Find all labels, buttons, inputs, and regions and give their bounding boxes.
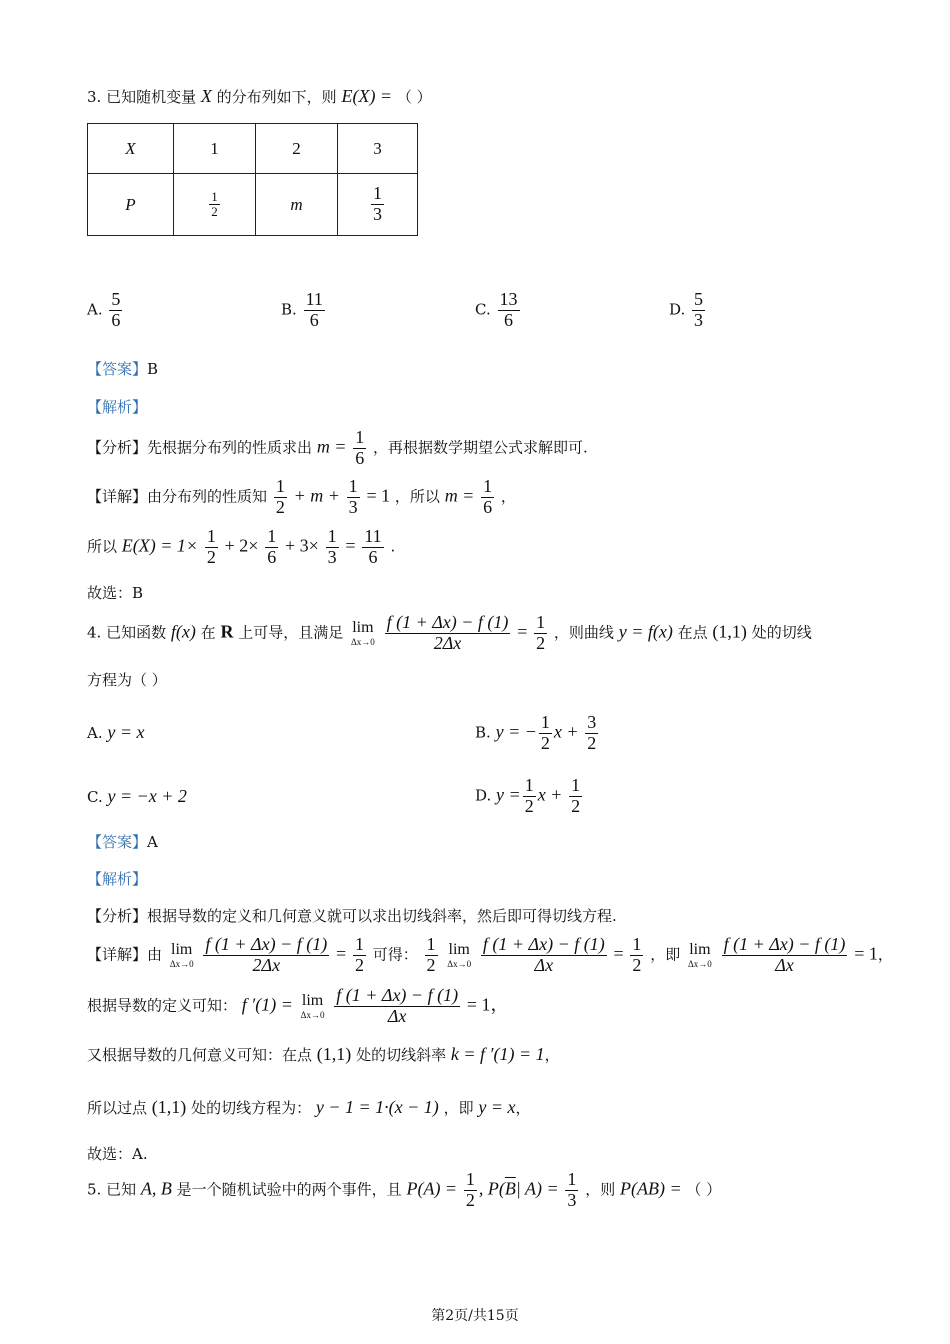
math: y = x	[107, 722, 145, 742]
option-label: B.	[281, 300, 297, 319]
math: y =	[496, 784, 521, 805]
fraction: $\frac{f (1 + \Delta x) - f (1)}{\Delta x}$	[723, 934, 846, 975]
fraction: $\frac{1}{3}$	[567, 1169, 577, 1210]
stem-text: ，则曲线	[553, 623, 614, 642]
geo-text: ，	[544, 1046, 560, 1064]
table-row	[88, 124, 418, 174]
q3-stem	[87, 86, 432, 107]
limit: lim Δx→0	[447, 940, 472, 969]
math: | A) =	[515, 1178, 559, 1199]
tan-text: 处的切线方程为：	[191, 1099, 312, 1117]
q4-stem	[87, 613, 812, 654]
analysis-tag: 【分析】	[87, 907, 148, 925]
q4-tangent	[87, 1097, 531, 1118]
fraction: $\frac{3}{2}$	[587, 712, 597, 753]
stem-text: 处的切线	[751, 623, 812, 642]
math: A, B	[140, 1178, 172, 1199]
q3-distribution-table	[87, 123, 418, 236]
stem-text: 上可导，且满足	[238, 623, 344, 642]
fraction: $\frac{5}{3}$	[694, 289, 704, 330]
fraction: $\frac{1}{2}$	[275, 476, 285, 517]
table-cell-p-header: P	[88, 174, 174, 236]
detail-text: 由分布列的性质知	[147, 487, 268, 506]
math: x +	[537, 784, 563, 805]
stem-text: （ ）	[686, 1180, 722, 1199]
fraction: $\frac{11}{6}$	[305, 289, 323, 330]
math: , P(	[478, 1178, 505, 1199]
q4-option-a	[87, 722, 145, 743]
q3-option-d	[669, 290, 707, 331]
math: (1,1)	[151, 1097, 187, 1117]
answer-value: B	[147, 360, 159, 378]
table-cell	[174, 174, 256, 236]
fraction: $\frac{1}{2}$	[426, 934, 436, 975]
line-text: 所以	[87, 537, 118, 556]
option-label: A.	[87, 300, 103, 319]
q3-answer	[87, 358, 158, 379]
answer-tag: 【答案】	[87, 833, 148, 851]
page-footer: 第2页/共15页	[431, 1308, 519, 1324]
q3-jiexi: 【解析】	[87, 398, 148, 416]
math: = 1	[366, 485, 391, 506]
q4-detail	[87, 935, 893, 976]
limit: lim Δx→0	[351, 618, 375, 647]
math: + 2×	[224, 535, 259, 556]
q3-stem-blank: （ ）	[396, 88, 432, 106]
q3-stem-var: X	[200, 86, 212, 106]
q3-detail	[87, 477, 516, 518]
fraction: $\frac{1}{3}$	[373, 183, 382, 224]
math: m =	[444, 485, 475, 506]
q3-stem-text: 3. 已知随机变量	[87, 88, 197, 106]
detail-text: 可得：	[372, 945, 418, 964]
analysis-tag: 【分析】	[87, 438, 148, 457]
math: (1,1)	[316, 1044, 352, 1064]
fraction: $\frac{f (1 + \Delta x) - f (1)}{2\Delta x}$	[205, 934, 328, 975]
q4-choose: 故选：A.	[87, 1145, 148, 1163]
fraction: $\frac{f (1 + \Delta x) - f (1)}{2\Delta x}$	[386, 612, 509, 653]
fraction: $\frac{1}{6}$	[355, 427, 365, 468]
table-cell: 1	[174, 124, 256, 174]
fraction: $\frac{13}{6}$	[499, 289, 518, 330]
math: = 1，	[466, 994, 509, 1015]
option-label: D.	[475, 786, 492, 805]
math: (1,1)	[712, 621, 747, 642]
math: m =	[316, 436, 347, 457]
q4-stem-line2: 方程为（ ）	[87, 671, 167, 689]
limit: lim Δx→0	[688, 940, 712, 969]
math: y − 1 = 1·(x − 1)	[315, 1097, 439, 1117]
math: k = f ′(1) = 1	[450, 1044, 545, 1064]
fraction: $\frac{1}{2}$	[540, 712, 550, 753]
option-label: A.	[87, 724, 103, 742]
option-label: B.	[475, 723, 491, 742]
math: E(X) = 1×	[121, 535, 199, 556]
q3-option-a	[87, 290, 124, 331]
math: P(A) =	[406, 1178, 458, 1199]
q3-option-b	[281, 290, 327, 331]
fraction: $\frac{1}{2}$	[354, 934, 364, 975]
fraction: $\frac{f (1 + \Delta x) - f (1)}{\Delta x}$	[482, 934, 605, 975]
fraction: $\frac{1}{2}$	[571, 775, 581, 816]
q4-answer	[87, 831, 158, 852]
detail-text: 由	[147, 945, 163, 964]
detail-text: ，即	[650, 945, 681, 964]
detail-text: ，	[500, 487, 516, 506]
q4-analysis	[87, 905, 617, 926]
detail-text: ，	[877, 945, 893, 964]
math: y = x	[478, 1097, 516, 1117]
fraction: $\frac{5}{6}$	[111, 289, 121, 330]
math: =	[345, 535, 356, 556]
math-b-bar: $\overline{B}$	[504, 1178, 516, 1199]
q5-stem	[87, 1170, 721, 1211]
math: f(x)	[170, 621, 196, 642]
q4-option-c	[87, 786, 187, 807]
stem-text: 在	[200, 623, 216, 642]
q3-stem-mid: 的分布列如下，则	[216, 88, 337, 106]
math: + m +	[293, 485, 340, 506]
fraction: $\frac{1}{6}$	[267, 526, 277, 567]
def-text: 根据导数的定义可知：	[87, 996, 238, 1015]
table-cell-x-header: X	[88, 124, 174, 174]
q3-option-c	[475, 290, 522, 331]
line-text: .	[390, 537, 396, 556]
answer-value: A	[147, 833, 158, 851]
analysis-text: 根据导数的定义和几何意义就可以求出切线斜率，然后即可得切线方程.	[147, 907, 617, 925]
tan-text: 所以过点	[87, 1099, 148, 1117]
geo-text: 又根据导数的几何意义可知：在点	[87, 1046, 313, 1064]
q4-definition	[87, 986, 509, 1027]
stem-text: 4. 已知函数	[87, 623, 167, 642]
fraction: $\frac{1}{2}$	[524, 775, 534, 816]
geo-text: 处的切线斜率	[356, 1046, 447, 1064]
math: P(AB) =	[619, 1178, 682, 1199]
analysis-text: ，再根据数学期望公式求解即可.	[373, 438, 588, 457]
table-cell	[338, 174, 418, 236]
stem-text: 是一个随机试验中的两个事件，且	[176, 1180, 402, 1199]
limit: lim Δx→0	[300, 991, 325, 1020]
math: =	[613, 943, 624, 964]
q4-option-d	[475, 776, 584, 817]
option-label: D.	[669, 300, 686, 319]
stem-text: 5. 已知	[87, 1180, 137, 1199]
option-label: C.	[475, 300, 491, 319]
option-label: C.	[87, 788, 103, 806]
detail-tag: 【详解】	[87, 487, 148, 506]
fraction: $\frac{1}{3}$	[327, 526, 337, 567]
answer-tag: 【答案】	[87, 360, 148, 378]
math-R: R	[220, 621, 234, 642]
tan-text: ，	[515, 1099, 531, 1117]
q3-analysis	[87, 428, 588, 469]
math: = 1	[854, 943, 878, 964]
analysis-text: 先根据分布列的性质求出	[147, 438, 313, 457]
fraction: $\frac{11}{6}$	[364, 526, 382, 567]
q4-option-b	[475, 713, 600, 754]
math: x +	[553, 721, 579, 742]
q3-stem-expr: E(X) =	[341, 86, 393, 106]
detail-text: ，所以	[394, 487, 440, 506]
fraction: $\frac{1}{2}$	[211, 188, 218, 219]
fraction: $\frac{f (1 + \Delta x) - f (1)}{\Delta x}$	[336, 985, 459, 1026]
q4-jiexi: 【解析】	[87, 870, 148, 888]
math: y = −x + 2	[107, 786, 187, 806]
math: f ′(1) =	[241, 994, 293, 1015]
fraction: $\frac{1}{3}$	[348, 476, 358, 517]
table-cell-m: m	[256, 174, 338, 236]
stem-text: 在点	[677, 623, 708, 642]
q3-expectation-line	[87, 527, 395, 568]
math: + 3×	[285, 535, 319, 556]
limit: lim Δx→0	[169, 940, 194, 969]
fraction: $\frac{1}{2}$	[206, 526, 216, 567]
q3-choose: 故选：B	[87, 584, 144, 602]
math: y = −	[495, 721, 537, 742]
math: =	[517, 621, 528, 642]
table-cell: 3	[338, 124, 418, 174]
table-cell: 2	[256, 124, 338, 174]
table-row	[88, 174, 418, 236]
stem-text: ，则	[585, 1180, 616, 1199]
math: =	[336, 943, 347, 964]
fraction: $\frac{1}{6}$	[483, 476, 493, 517]
fraction: $\frac{1}{2}$	[465, 1169, 475, 1210]
q4-geometry	[87, 1044, 560, 1065]
fraction: $\frac{1}{2}$	[536, 612, 546, 653]
math: y = f(x)	[618, 621, 673, 642]
fraction: $\frac{1}{2}$	[632, 934, 642, 975]
tan-text: ，即	[443, 1099, 474, 1117]
detail-tag: 【详解】	[87, 945, 148, 964]
